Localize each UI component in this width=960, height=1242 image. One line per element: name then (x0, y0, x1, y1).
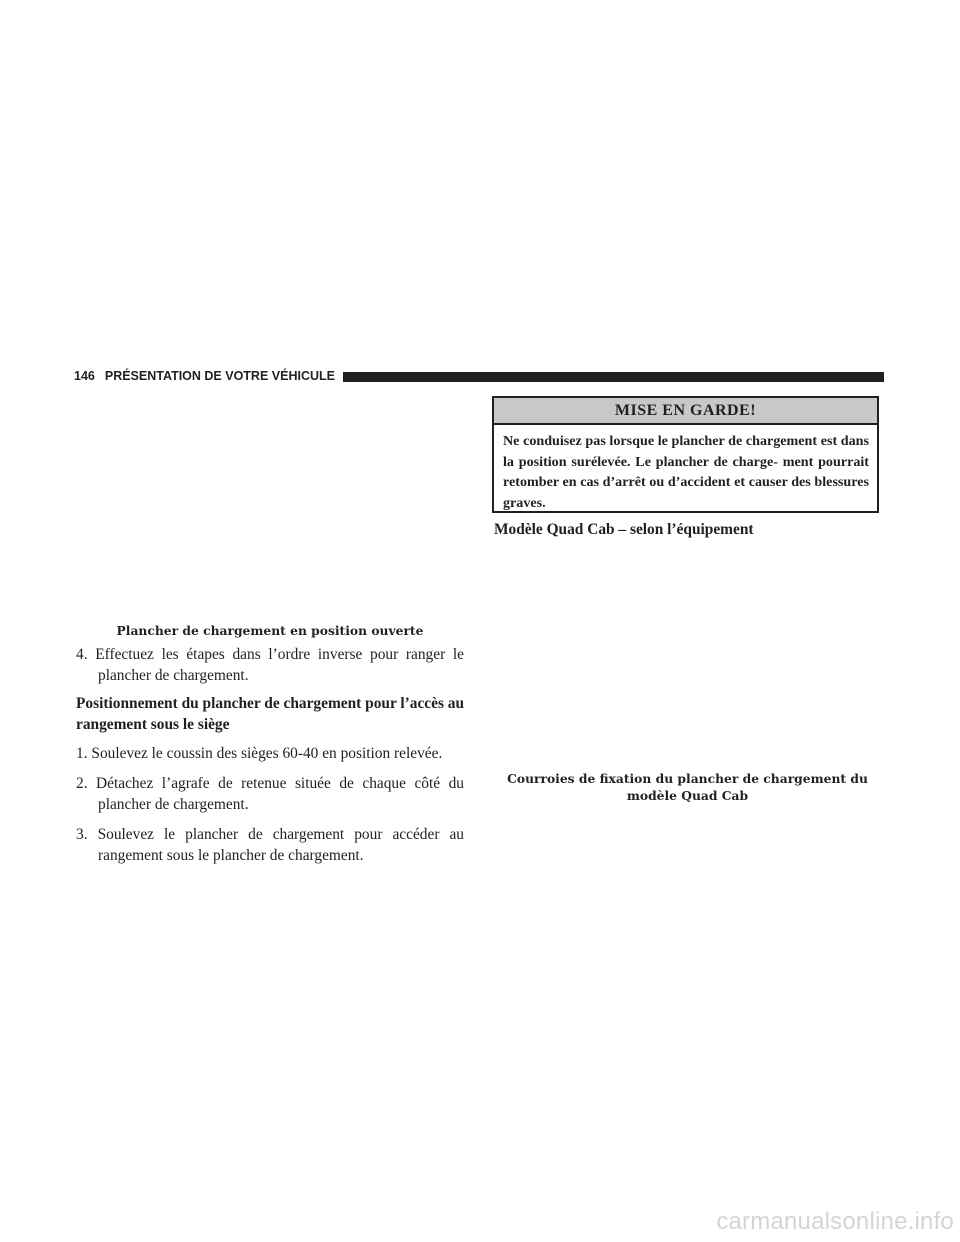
step-2-text: 2. Détachez l’agrafe de retenue située de chaque côté du plancher de chargement. (76, 775, 464, 813)
figure-caption-right-line1: Courroies de fixation du plancher de chargement du (507, 771, 868, 786)
step-3 (76, 824, 464, 866)
figure-caption-right (494, 770, 881, 804)
section-heading-right: Modèle Quad Cab – selon l’équipement (494, 521, 754, 538)
figure-caption-right-line2: modèle Quad Cab (626, 788, 749, 803)
figure-caption-left: Plancher de chargement en position ouverte (116, 623, 424, 638)
step-4-text: 4. Effectuez les étapes dans l’ordre inverse pour ranger le plancher de chargement. (76, 646, 464, 684)
section-title: PRÉSENTATION DE VOTRE VÉHICULE (104, 369, 335, 383)
page-header (74, 366, 884, 386)
step-4 (76, 644, 464, 686)
page-number: 146 (74, 369, 95, 383)
step-2 (76, 773, 464, 815)
step-1-text: 1. Soulevez le coussin des sièges 60-40 en position relevée. (76, 745, 443, 762)
step-3-text: 3. Soulevez le plancher de chargement pour accéder au rangement sous le plancher de chargement. (76, 826, 464, 864)
step-1 (76, 743, 464, 764)
header-rule (343, 372, 884, 382)
warning-body: Ne conduisez pas lorsque le plancher de chargement est dans la position surélevée. Le plancher de charge- ment pourrait retomber en cas d’arrêt ou d’accident et causer des blessures graves. (503, 433, 869, 511)
section-heading-left: Positionnement du plancher de chargement pour l’accès au rangement sous le siège (76, 695, 465, 733)
watermark-text: carmanualsonline.info (716, 1208, 954, 1235)
warning-title: MISE EN GARDE! (494, 398, 877, 425)
warning-box (492, 396, 879, 513)
